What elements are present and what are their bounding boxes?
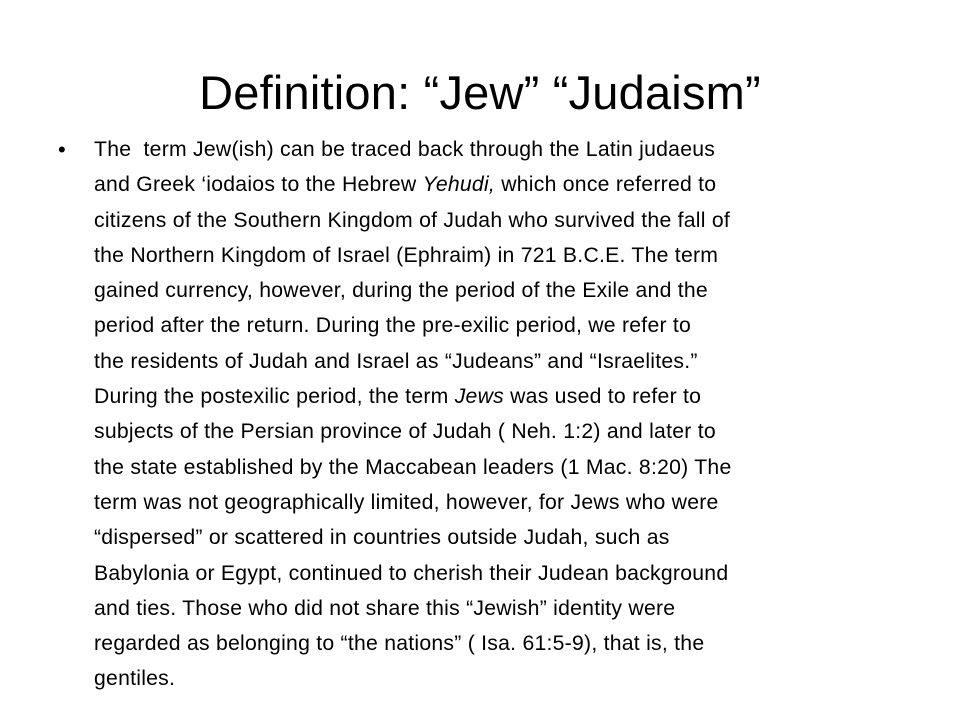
text-segment: the state established by the Maccabean leaders (1 Mac. 8:20) The xyxy=(94,455,732,479)
text-segment: Babylonia or Egypt, continued to cherish their Judean background xyxy=(94,561,729,585)
paragraph-line xyxy=(94,238,918,273)
text-segment: the residents of Judah and Israel as “Judeans” and “Israelites.” xyxy=(94,349,698,373)
paragraph-line xyxy=(94,485,918,520)
list-item xyxy=(58,132,918,697)
text-segment: gained currency, however, during the period of the Exile and the xyxy=(94,279,708,303)
paragraph-line xyxy=(94,591,918,626)
paragraph-line xyxy=(94,626,918,661)
paragraph-line xyxy=(94,344,918,379)
text-segment: and ties. Those who did not share this “Jewish” identity were xyxy=(94,596,676,620)
paragraph-line xyxy=(94,308,918,343)
text-segment: the Northern Kingdom of Israel (Ephraim) in 721 B.C.E. The term xyxy=(94,243,719,267)
body-list xyxy=(58,132,918,697)
text-segment: subjects of the Persian province of Judah ( Neh. 1:2) and later to xyxy=(94,420,716,444)
text-segment: The term Jew(ish) can be traced back through the Latin judaeus xyxy=(94,138,716,161)
paragraph-line xyxy=(94,414,918,449)
paragraph-line xyxy=(94,132,918,167)
italic-term: Jews xyxy=(454,385,504,409)
text-segment: gentiles. xyxy=(94,667,176,691)
paragraph-line xyxy=(94,203,918,238)
text-segment: regarded as belonging to “the nations” ( Isa. 61:5-9), that is, the xyxy=(94,632,705,656)
slide-title: Definition: “Jew” “Judaism” xyxy=(199,66,761,119)
paragraph-line xyxy=(94,520,918,555)
paragraph-text xyxy=(94,132,918,697)
paragraph-line xyxy=(94,273,918,308)
text-segment: period after the return. During the pre-exilic period, we refer to xyxy=(94,314,692,338)
text-segment: During the postexilic period, the term xyxy=(94,385,455,409)
text-segment: term was not geographically limited, however, for Jews who were xyxy=(94,490,719,514)
paragraph-line xyxy=(94,167,918,202)
paragraph-line xyxy=(94,379,918,414)
paragraph-line xyxy=(94,450,918,485)
text-segment: and Greek ‘iodaios to the Hebrew xyxy=(94,173,423,197)
text-segment: citizens of the Southern Kingdom of Judah who survived the fall of xyxy=(94,208,731,232)
text-segment: which once referred to xyxy=(495,173,717,197)
bullet-icon: • xyxy=(58,137,66,162)
text-segment: was used to refer to xyxy=(503,385,702,409)
italic-term: Yehudi, xyxy=(422,173,496,197)
paragraph-line xyxy=(94,556,918,591)
text-segment: “dispersed” or scattered in countries outside Judah, such as xyxy=(94,526,670,550)
paragraph-line xyxy=(94,661,918,696)
